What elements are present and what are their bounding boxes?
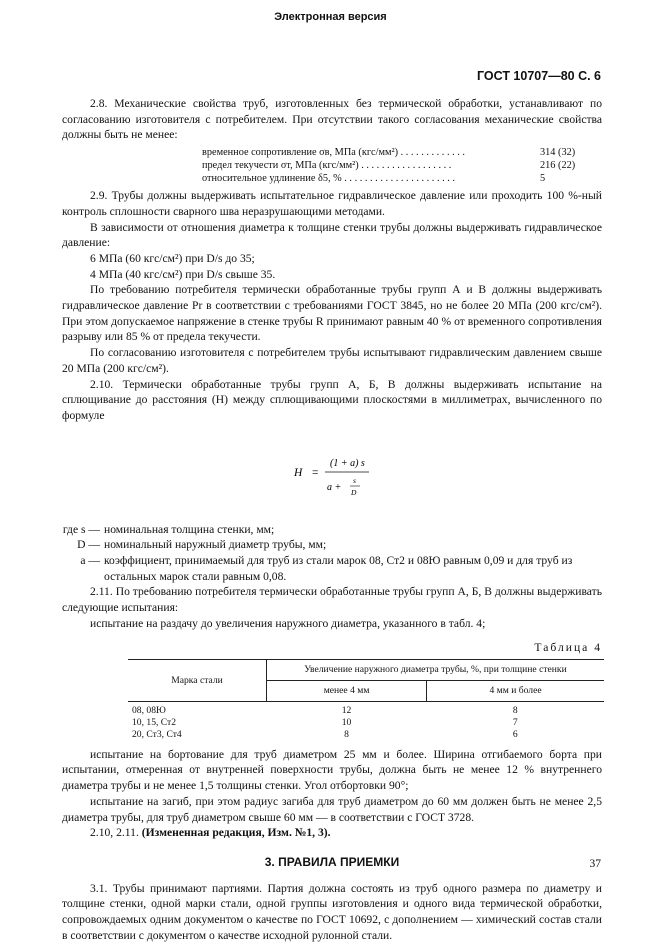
paragraph-revision-note <box>62 825 602 841</box>
definition-a <box>62 553 602 584</box>
paragraph-2-11: 2.11. По требованию потребителя термически обработанные трубы групп А, Б, В должны выдерживать следующие испытания: <box>62 585 602 615</box>
paragraph-2-9-customer-request: По требованию потребителя термически обработанные трубы групп А и В должны выдерживать гидравлическое давление Pr в соответствии с требованиями ГОСТ 3845, но не более 20 МПа (200 кгс/см²). При этом допускаемое напряжение в стенке трубы R принимают равным 40 % от временного сопротивления разрыву или 85 % от предела текучести. <box>62 283 602 344</box>
definition-symbol: где s — <box>62 522 100 536</box>
table-row <box>128 729 604 741</box>
paragraph-2-9-pressure-4mpa: 4 МПа (40 кгс/см²) при D/s свыше 35. <box>90 267 276 281</box>
property-label: предел текучести σт, МПа (кгс/мм²) . . . . . . . . . . . . . . . . . . <box>202 160 452 172</box>
definition-text: номинальная толщина стенки, мм; <box>104 522 275 536</box>
cell-grade: 08, 08Ю <box>132 704 166 716</box>
cell-lt4: 10 <box>341 716 352 728</box>
table-caption: Таблица 4 <box>534 640 602 654</box>
property-value: 5 <box>540 173 546 185</box>
column-header-diameter-increase: Увеличение наружного диаметра трубы, %, при толщине стенки <box>267 660 605 681</box>
definition-s <box>62 522 602 538</box>
paragraph-2-9-pressure-intro: В зависимости от отношения диаметра к толщине стенки трубы должны выдерживать гидравлическое давление: <box>62 220 602 250</box>
formula-numerator: (1 + a) s <box>330 457 365 469</box>
definition-d <box>62 537 602 553</box>
paragraph-2-8: 2.8. Механические свойства труб, изготовленных без термической обработки, устанавливают по согласованию изготовителя с потребителем. При отсутствии такого согласования механические свойства должны быть не менее: <box>62 97 602 142</box>
cell-ge4: 8 <box>512 704 518 716</box>
revision-note-bold: (Измененная редакция, Изм. №1, 3). <box>141 826 331 840</box>
property-value: 314 (32) <box>540 147 576 159</box>
formula-denominator-a: a + <box>327 481 342 493</box>
property-label: относительное удлинение δ5, % . . . . . . . . . . . . . . . . . . . . . . <box>202 173 455 185</box>
paragraph-2-10: 2.10. Термически обработанные трубы групп А, Б, В должны выдерживать испытание на сплющивание до расстояния (H) между сплющивающими плоскостями в миллиметрах, вычисленного по формуле <box>62 377 602 422</box>
property-row <box>202 172 602 185</box>
definition-symbol: a — <box>80 554 100 568</box>
cell-grade: 10, 15, Ст2 <box>132 716 177 728</box>
formula-denominator-s: s <box>353 475 356 485</box>
formula-equals: = <box>312 466 319 479</box>
formula-lhs: H <box>294 466 303 479</box>
electronic-version-label: Электронная версия <box>274 11 387 23</box>
flattening-formula <box>62 438 602 514</box>
paragraph-2-11-expansion-test: испытание на раздачу до увеличения наружного диаметра, указанного в табл. 4; <box>90 616 486 630</box>
definition-text: номинальный наружный диаметр трубы, мм; <box>104 538 327 552</box>
cell-lt4: 12 <box>341 704 352 716</box>
definition-symbol: D — <box>77 538 100 552</box>
formula-denominator-d: D <box>351 487 357 497</box>
paragraph-flaring-test: испытание на бортование для труб диаметром 25 мм и более. Ширина отгибаемого борта при испытании, отмеренная от внутренней поверхности трубы, должна быть не менее 12 % внутреннего диаметра трубы и не менее 1,5 толщины стенки. Угол отбортовки 90°; <box>62 747 602 793</box>
property-value: 216 (22) <box>540 160 576 172</box>
cell-lt4: 8 <box>344 728 349 740</box>
definition-text: коэффициент, принимаемый для труб из стали марок 08, Ст2 и 08Ю равным 0,09 и для труб из остальных марок стали равным 0,08. <box>104 554 573 583</box>
property-row <box>202 159 602 172</box>
cell-ge4: 6 <box>512 728 518 740</box>
column-header-less-than-4mm: менее 4 мм <box>267 680 427 701</box>
table-row <box>128 701 604 717</box>
column-header-4mm-and-more: 4 мм и более <box>427 680 604 701</box>
paragraph-2-9: 2.9. Трубы должны выдерживать испытательное гидравлическое давление или проходить 100 %-ный контроль сплошности сварного шва неразрушающими методами. <box>62 189 602 218</box>
paragraph-2-9-agreement: По согласованию изготовителя с потребителем трубы испытывают гидравлическим давлением свыше 20 МПа (200 кгс/см²). <box>62 346 602 375</box>
page-content <box>62 96 602 943</box>
revision-note-prefix: 2.10, 2.11. <box>90 826 139 840</box>
paragraph-3-1: 3.1. Трубы принимают партиями. Партия должна состоять из труб одного размера по диаметру и толщине стенки, одной марки стали, одной группы изготовления и одного вида термической обработки, сопровождаемых одним документом о качестве по ГОСТ 10692, с дополнением — химический состав стали в соответствии с документом о качестве исходной рулонной стали. <box>62 881 602 942</box>
section-3-title: 3. ПРАВИЛА ПРИЕМКИ <box>264 854 400 869</box>
paragraph-bend-test: испытание на загиб, при этом радиус загиба для труб диаметром до 60 мм должен быть не менее 2,5 диаметра трубы, для труб диаметром свыше 60 мм — в соответствии с ГОСТ 3728. <box>62 794 602 824</box>
table-4 <box>128 659 604 740</box>
property-label: временное сопротивление σв, МПа (кгс/мм²) . . . . . . . . . . . . . <box>202 147 465 159</box>
table-row <box>128 717 604 729</box>
document-reference: ГОСТ 10707—80 С. 6 <box>476 69 601 83</box>
cell-ge4: 7 <box>512 716 518 728</box>
paragraph-2-9-pressure-6mpa: 6 МПа (60 кгс/см²) при D/s до 35; <box>90 251 255 265</box>
property-row <box>202 146 602 159</box>
page-number: 37 <box>589 858 601 870</box>
column-header-grade: Марка стали <box>128 660 267 701</box>
mechanical-properties-list <box>202 146 602 185</box>
cell-grade: 20, Ст3, Ст4 <box>132 728 182 740</box>
